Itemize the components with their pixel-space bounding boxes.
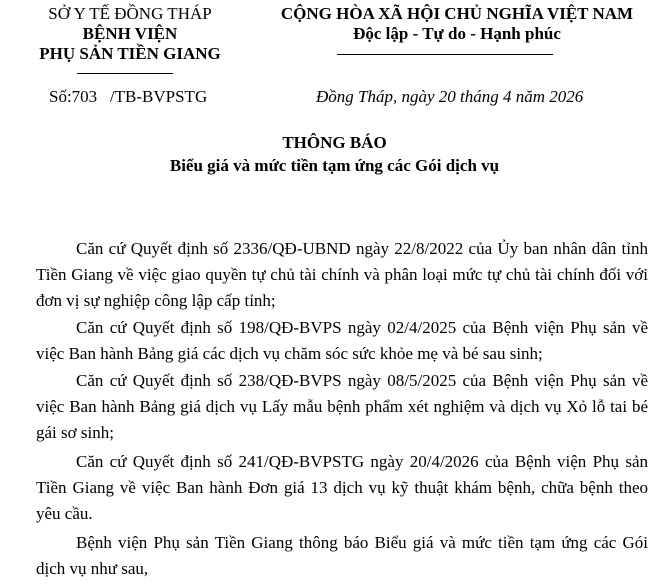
agency-underline — [77, 73, 173, 74]
paragraph-legal-basis-1: Căn cứ Quyết định số 2336/QĐ-UBND ngày 22/8/2022 của Ủy ban nhân dân tỉnh Tiền Giang về việc giao quyền tự chủ tài chính và phân loại mức tự chủ tài chính đối với đơn vị sự nghiệp công lập cấp tỉnh; — [36, 239, 648, 310]
national-motto: Độc lập - Tự do - Hạnh phúc — [353, 24, 561, 43]
national-header — [245, 4, 669, 44]
agency-line-hospital-name: PHỤ SẢN TIỀN GIANG — [39, 44, 221, 63]
paragraph-legal-basis-3: Căn cứ Quyết định số 238/QĐ-BVPS ngày 08/5/2025 của Bệnh viện Phụ sản về việc Ban hành Bảng giá dịch vụ Lấy mẫu bệnh phẩm xét nghiệm và dịch vụ Xỏ lỗ tai bé gái sơ sinh; — [36, 371, 648, 442]
agency-line-department: SỞ Y TẾ ĐỒNG THÁP — [48, 4, 212, 23]
document-title: THÔNG BÁO — [282, 133, 387, 152]
agency-line-hospital: BỆNH VIỆN — [82, 24, 178, 43]
paragraph-announcement: Bệnh viện Phụ sản Tiền Giang thông báo Biểu giá và mức tiền tạm ứng các Gói dịch vụ như sau, — [36, 533, 648, 578]
place-and-date: Đồng Tháp, ngày 20 tháng 4 năm 2026 — [316, 87, 584, 106]
document-subtitle: Biểu giá và mức tiền tạm ứng các Gói dịch vụ — [169, 156, 500, 175]
country-name: CỘNG HÒA XÃ HỘI CHỦ NGHĨA VIỆT NAM — [280, 4, 634, 23]
motto-underline — [337, 54, 553, 55]
paragraph-legal-basis-2: Căn cứ Quyết định số 198/QĐ-BVPS ngày 02/4/2025 của Bệnh viện Phụ sản về việc Ban hành Bảng giá các dịch vụ chăm sóc sức khỏe mẹ và bé sau sinh; — [36, 318, 648, 363]
issuing-agency — [0, 4, 260, 64]
document-number: Số:703 /TB-BVPSTG — [49, 87, 208, 106]
paragraph-legal-basis-4: Căn cứ Quyết định số 241/QĐ-BVPSTG ngày 20/4/2026 của Bệnh viện Phụ sản Tiền Giang về việc Ban hành Đơn giá 13 dịch vụ kỹ thuật khám bệnh, chữa bệnh theo yêu cầu. — [36, 452, 648, 523]
